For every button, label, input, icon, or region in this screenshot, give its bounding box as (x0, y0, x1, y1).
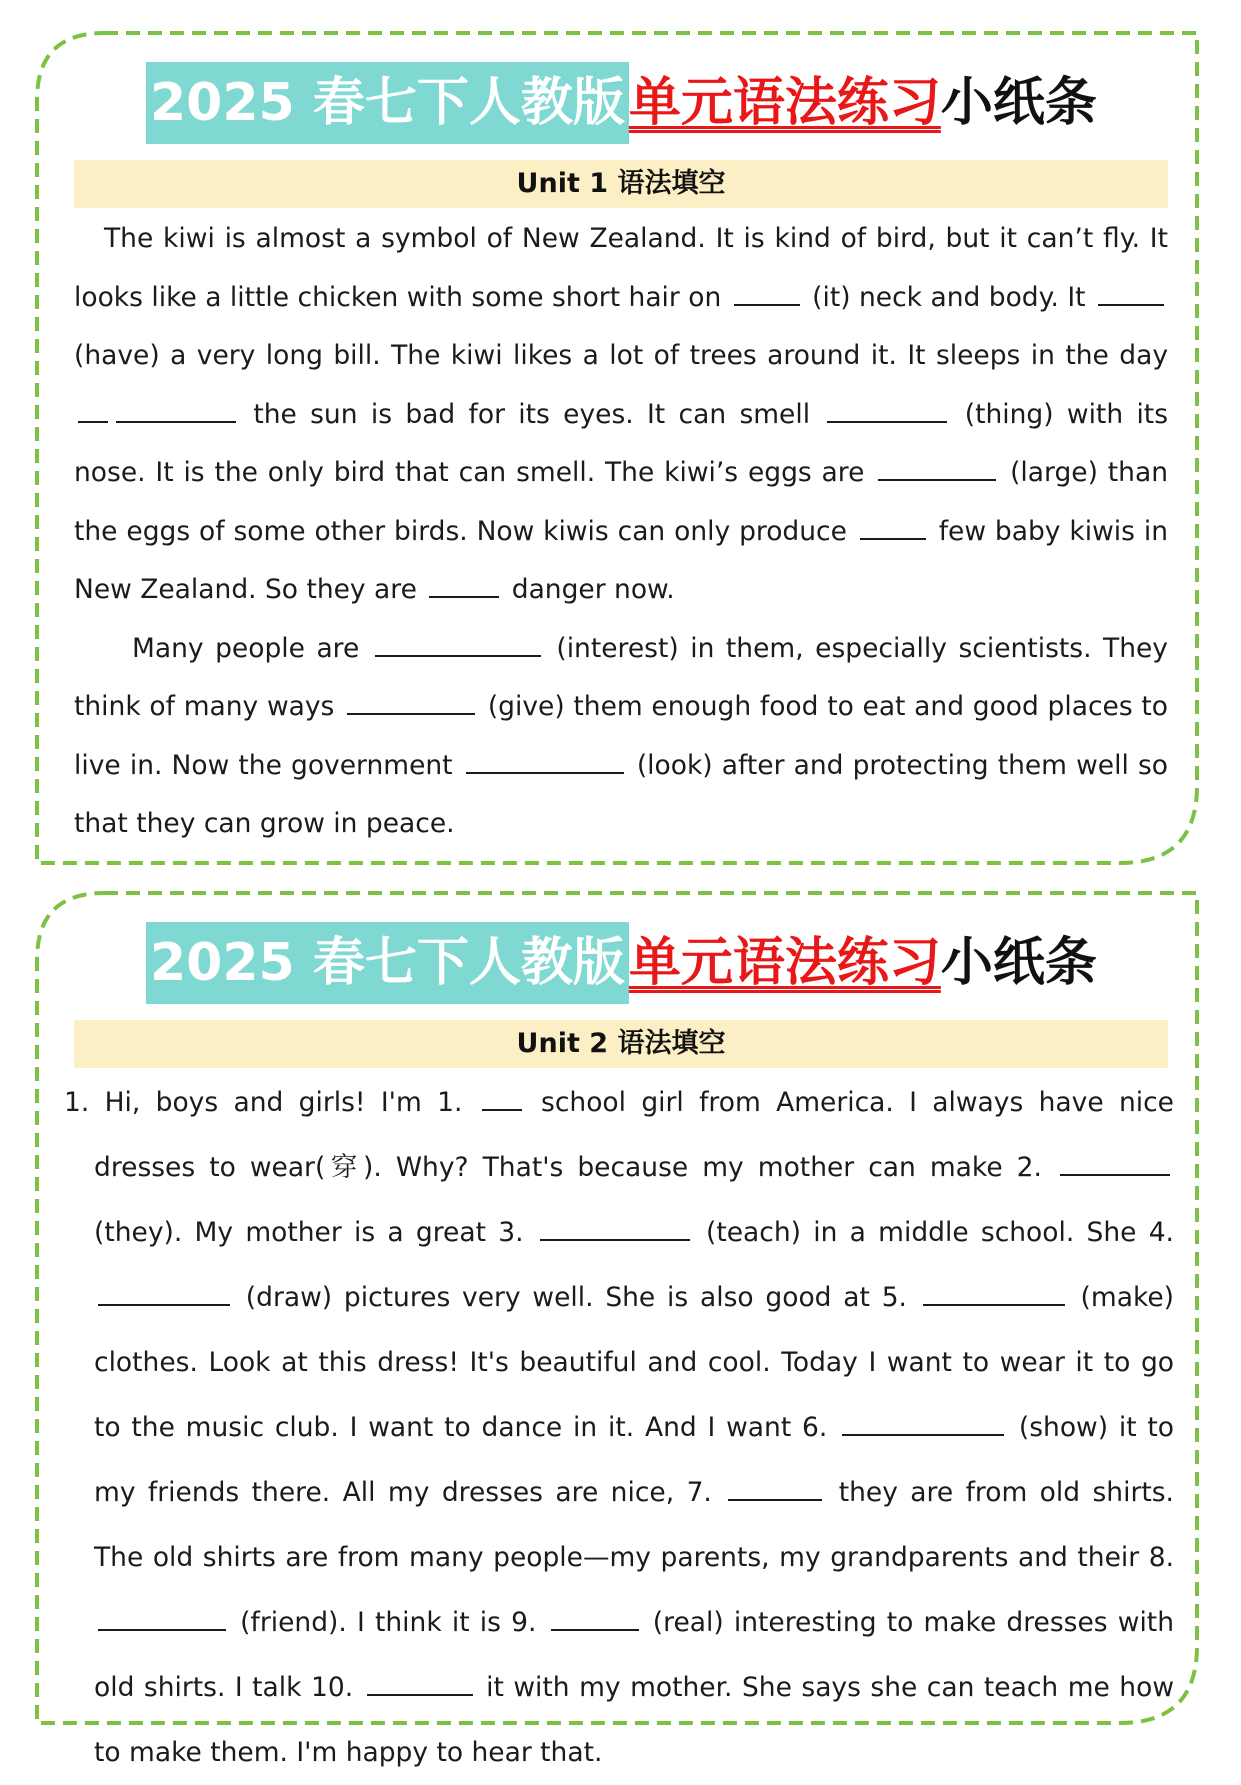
passage-text: it with my mother. She says she can teach me how to make them. I'm happy to hear that. (94, 1672, 1174, 1768)
passage-text: (they). My mother is a great 3. (94, 1217, 536, 1248)
blank-field[interactable] (842, 1412, 1004, 1436)
blank-field[interactable] (367, 1672, 473, 1696)
blank-field[interactable] (116, 399, 236, 423)
title-year-edition: 2025 春七下人教版 (146, 62, 629, 144)
passage-text: (have) a very long bill. The kiwi likes a lot of trees around it. It sleeps in the day (74, 340, 1168, 371)
card-title (146, 62, 1097, 144)
passage-text: 1. Hi, boys and girls! I'm 1. (64, 1087, 478, 1118)
passage-text: they are from old shirts. The old shirts are from many people—my parents, my grandparents and their 8. (94, 1477, 1174, 1573)
passage-text: (look) after and protecting them well so that they can grow in peace. (74, 749, 1168, 839)
passage-text: (make) clothes. Look at this dress! It's beautiful and cool. Today I want to wear it to go to the music club. I want to dance in it. And I want 6. (94, 1282, 1174, 1443)
blank-field[interactable] (482, 1087, 522, 1111)
blank-field[interactable] (827, 399, 947, 423)
blank-field[interactable] (728, 1477, 822, 1501)
blank-field[interactable] (923, 1282, 1065, 1306)
passage-text: school girl from America. I always have nice dresses to wear(穿). Why? That's because my mother can make 2. (94, 1087, 1174, 1183)
blank-field[interactable] (551, 1607, 639, 1631)
passage-text: Many people are (132, 632, 371, 664)
unit-label-bar: Unit 1 语法填空 (74, 160, 1168, 208)
paragraph-1 (64, 1070, 1174, 1785)
passage-text: The kiwi is almost a symbol of New Zealand. It is kind of bird, but it can’t fly. It looks like a little chicken with some short hair on (74, 223, 1168, 313)
exercise-card-unit-2 (34, 890, 1202, 1768)
passage-text: (teach) in a middle school. She 4. (693, 1217, 1174, 1248)
passage-text: (draw) pictures very well. She is also good at 5. (234, 1282, 919, 1313)
card-title (146, 922, 1097, 1004)
blank-field[interactable] (429, 574, 499, 598)
exercise-card-unit-1 (34, 30, 1202, 866)
title-note: 小纸条 (940, 73, 1097, 133)
passage-text: (give) them enough food to eat and good places to live in. Now the government (74, 691, 1168, 781)
blank-field[interactable] (78, 399, 108, 423)
title-grammar-practice: 单元语法练习 (628, 933, 941, 993)
passage-unit-1 (74, 210, 1168, 854)
title-note: 小纸条 (940, 933, 1097, 993)
passage-text: few baby kiwis in New Zealand. So they are (74, 515, 1168, 605)
passage-text: (friend). I think it is 9. (230, 1607, 547, 1638)
title-grammar-practice: 单元语法练习 (628, 73, 941, 133)
passage-text: danger now. (503, 574, 675, 605)
passage-text: (large) than the eggs of some other birds. Now kiwis can only produce (74, 457, 1168, 547)
passage-unit-2 (64, 1070, 1174, 1785)
title-year-edition: 2025 春七下人教版 (146, 922, 629, 1004)
passage-text: (show) it to my friends there. All my dresses are nice, 7. (94, 1412, 1175, 1508)
blank-field[interactable] (540, 1217, 690, 1241)
blank-field[interactable] (878, 457, 996, 481)
passage-text: (real) interesting to make dresses with old shirts. I talk 10. (94, 1607, 1174, 1703)
blank-field[interactable] (734, 282, 800, 306)
passage-text: the sun is bad for its eyes. It can smell (240, 398, 824, 430)
blank-field[interactable] (1060, 1152, 1170, 1176)
blank-field[interactable] (98, 1607, 226, 1631)
blank-field[interactable] (375, 633, 541, 657)
passage-text: (it) neck and body. It (803, 281, 1095, 313)
blank-field[interactable] (466, 750, 624, 774)
blank-field[interactable] (860, 516, 926, 540)
passage-text: (thing) with its nose. It is the only bird that can smell. The kiwi’s eggs are (74, 398, 1168, 488)
unit-label-bar: Unit 2 语法填空 (74, 1020, 1168, 1068)
blank-field[interactable] (1098, 282, 1164, 306)
passage-text: (interest) in them, especially scientists. They think of many ways (74, 632, 1168, 722)
paragraph-2 (74, 620, 1168, 854)
paragraph-1 (74, 210, 1168, 620)
blank-field[interactable] (347, 691, 475, 715)
blank-field[interactable] (98, 1282, 230, 1306)
